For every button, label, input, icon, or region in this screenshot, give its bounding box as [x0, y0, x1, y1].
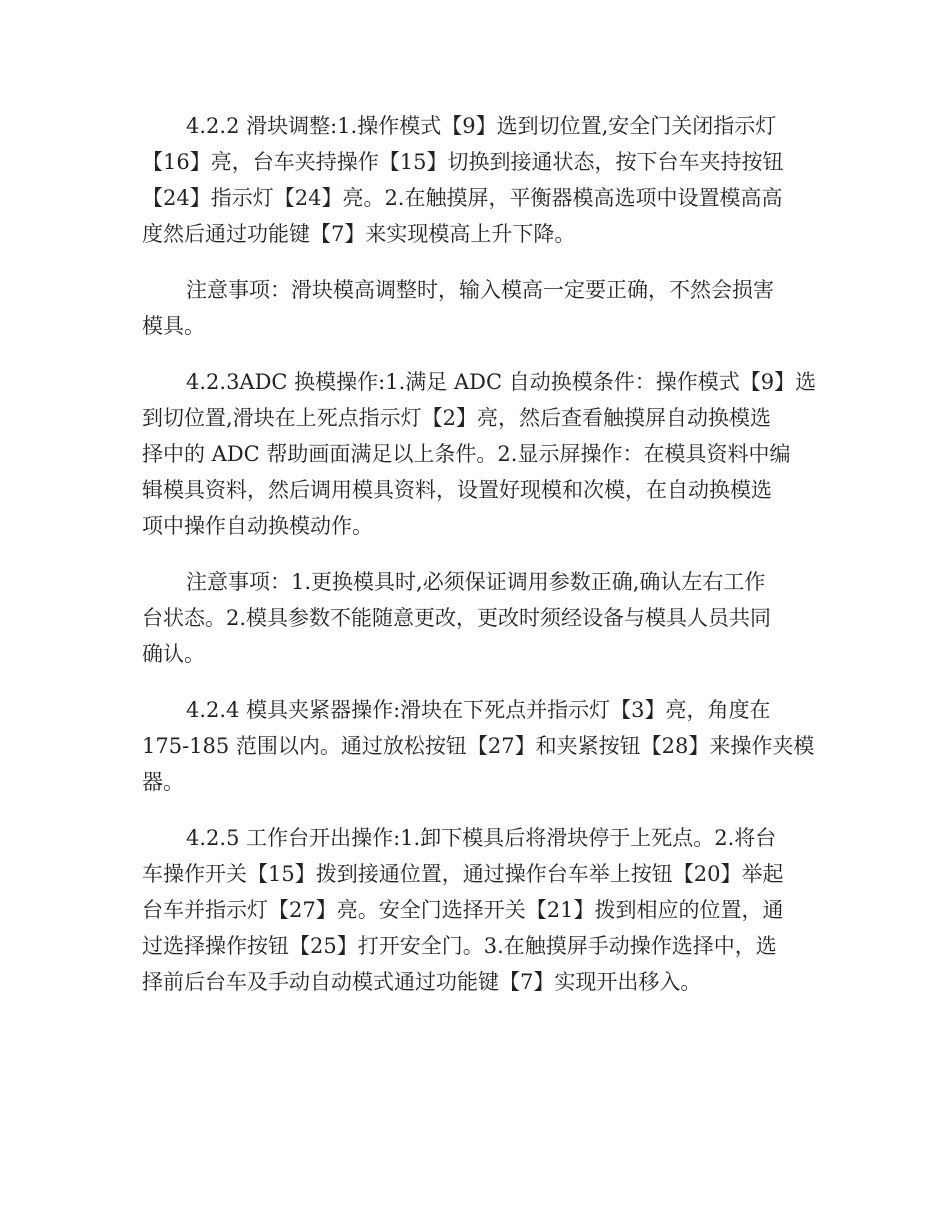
text-line: 4.2.3ADC 换模操作:1.满足 ADC 自动换模条件：操作模式【9】选 — [186, 370, 817, 394]
paragraph-note-die-change — [142, 564, 802, 672]
text-line: 175-185 范围以内。通过放松按钮【27】和夹紧按钮【28】来操作夹模 — [142, 734, 815, 758]
text-line: 4.2.4 模具夹紧器操作:滑块在下死点并指示灯【3】亮，角度在 — [186, 698, 771, 722]
text-line: 【24】指示灯【24】亮。2.在触摸屏，平衡器模高选项中设置模高高 — [142, 186, 783, 210]
text-line: 择中的 ADC 帮助画面满足以上条件。2.显示屏操作：在模具资料中编 — [142, 442, 791, 466]
text-line: 到切位置,滑块在上死点指示灯【2】亮，然后查看触摸屏自动换模选 — [142, 406, 772, 430]
text-line: 注意事项：滑块模高调整时，输入模高一定要正确，不然会损害 — [186, 278, 774, 302]
text-line: 器。 — [142, 770, 184, 794]
text-line: 4.2.5 工作台开出操作:1.卸下模具后将滑块停于上死点。2.将台 — [186, 826, 777, 850]
paragraph-adc-die-change — [142, 364, 817, 544]
text-line: 过选择操作按钮【25】打开安全门。3.在触摸屏手动操作选择中，选 — [142, 934, 777, 958]
paragraph-table-out — [142, 820, 802, 1000]
document-body — [142, 108, 817, 1020]
paragraph-slider-adjustment — [142, 108, 802, 252]
text-line: 项中操作自动换模动作。 — [142, 514, 373, 538]
text-line: 【16】亮，台车夹持操作【15】切换到接通状态，按下台车夹持按钮 — [142, 150, 784, 174]
text-line: 度然后通过功能键【7】来实现模高上升下降。 — [142, 222, 576, 246]
text-line: 择前后台车及手动自动模式通过功能键【7】实现开出移入。 — [142, 970, 702, 994]
text-line: 注意事项：1.更换模具时,必须保证调用参数正确,确认左右工作 — [186, 570, 766, 594]
text-line: 辑模具资料，然后调用模具资料，设置好现模和次模，在自动换模选 — [142, 478, 772, 502]
paragraph-note-die-height — [142, 272, 802, 344]
text-line: 模具。 — [142, 314, 205, 338]
text-line: 4.2.2 滑块调整:1.操作模式【9】选到切位置,安全门关闭指示灯 — [186, 114, 777, 138]
text-line: 台状态。2.模具参数不能随意更改，更改时须经设备与模具人员共同 — [142, 606, 772, 630]
text-line: 确认。 — [142, 642, 205, 666]
text-line: 台车并指示灯【27】亮。安全门选择开关【21】拨到相应的位置，通 — [142, 898, 784, 922]
paragraph-die-clamp — [142, 692, 815, 800]
text-line: 车操作开关【15】拨到接通位置，通过操作台车举上按钮【20】举起 — [142, 862, 784, 886]
